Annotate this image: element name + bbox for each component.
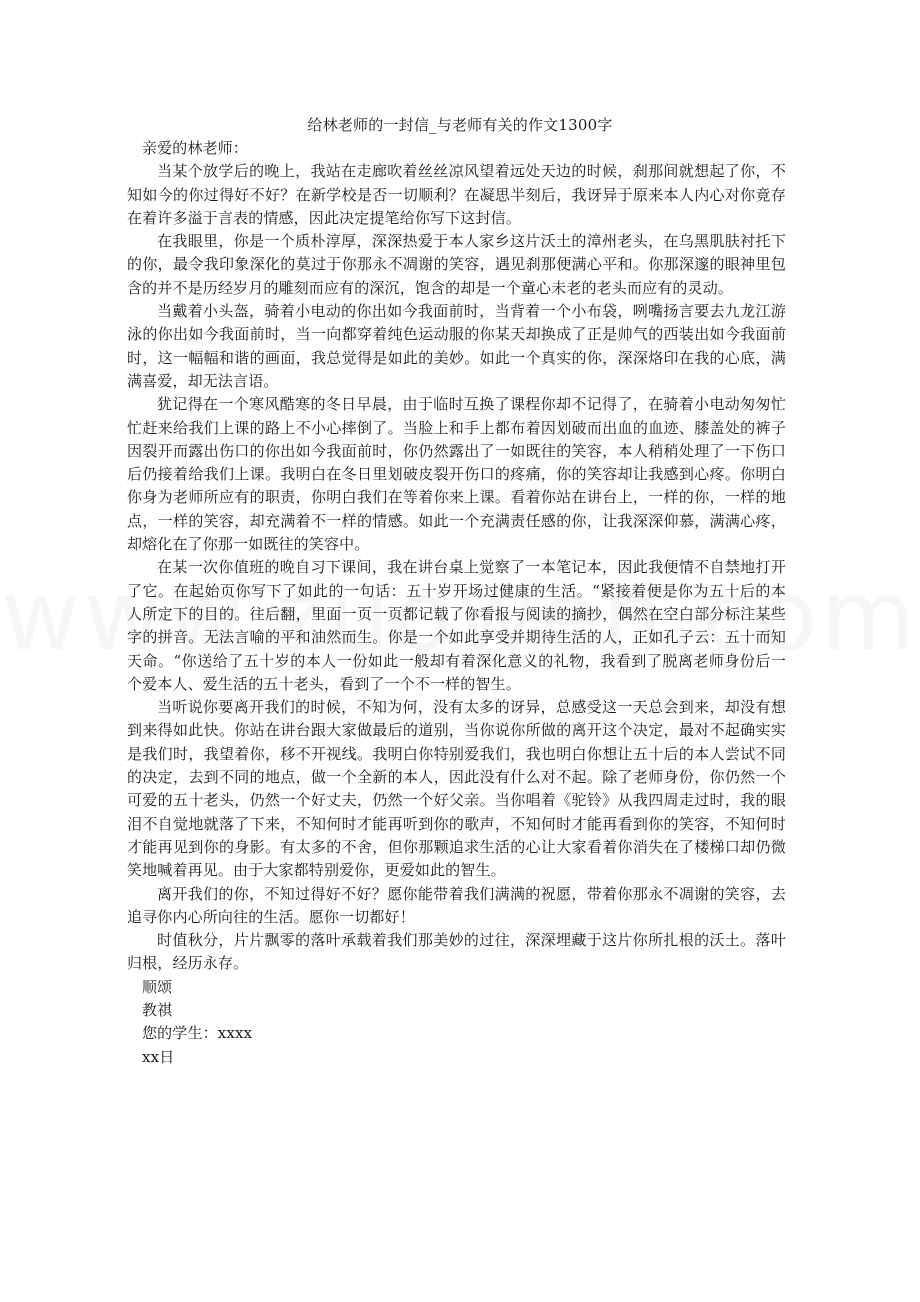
paragraph: 时值秋分，片片飘零的落叶承载着我们那美妙的过往，深深埋藏于这片你所扎根的沃土。落叶归根，经历永存。 bbox=[127, 931, 786, 973]
paragraph: 离开我们的你，不知过得好不好？愿你能带着我们满满的祝愿，带着你那永不凋谢的笑容，去追寻你内心所向往的生活。愿你一切都好！ bbox=[127, 884, 786, 926]
date-line: xx日 bbox=[142, 1047, 175, 1066]
signature-line: 您的学生：xxxx bbox=[142, 1024, 253, 1043]
closing-line: 顺颂 bbox=[142, 977, 173, 996]
paragraph: 当听说你要离开我们的时候，不知为何，没有太多的讶异，总感受这一天总会到来，却没有想到来得如此快。你站在讲台跟大家做最后的道别，当你说你所做的离开这个决定，最对不起确实实是我们时，我望着你，移不开视线。我明白你特别爱我们，我也明白你想让五十后的本人尝试不同的决定，去到不同的地点，做一个全新的本人，因此没有什么对不起。除了老师身份，你仍然一个可爱的五十老头，仍然一个好丈夫，仍然一个好父亲。当你唱着《驼铃》从我四周走过时，我的眼泪不自觉地就落了下来，不知何时才能再听到你的歌声，不知何时才能再看到你的笑容，不知何时才能再见到你的身影。有太多的不舍，但你那颗追求生活的心让大家看着你消失在了楼梯口却仍微笑地喊着再见。由于大家都特别爱你，更爱如此的智生。 bbox=[127, 698, 786, 880]
salutation: 亲爱的林老师： bbox=[142, 139, 249, 157]
letter-body bbox=[127, 137, 786, 1069]
paragraph: 当某个放学后的晚上，我站在走廊吹着丝丝凉风望着远处天边的时候，刹那间就想起了你，不知如今的你过得好不好？在新学校是否一切顺利？在凝思半刻后，我讶异于原来本人内心对你竟存在着许多溢于言表的情感，因此决定提笔给你写下这封信。 bbox=[127, 162, 786, 227]
document-title: 给林老师的一封信_与老师有关的作文1300字 bbox=[307, 116, 613, 134]
paragraph: 犹记得在一个寒风酷寒的冬日早晨，由于临时互换了课程你却不记得了，在骑着小电动匆匆忙忙赶来给我们上课的路上不小心摔倒了。当脸上和手上都布着因划破而出血的血迹、膝盖处的裤子因裂开而露出伤口的你出如今我面前时，你仍然露出了一如既往的笑容，本人稍稍处理了一下伤口后仍接着给我们上课。我明白在冬日里划破皮裂开伤口的疼痛，你的笑容却让我感到心疼。你明白你身为老师所应有的职责，你明白我们在等着你来上课。看着你站在讲台上，一样的你，一样的地点，一样的笑容，却充满着不一样的情感。如此一个充满责任感的你，让我深深仰慕，满满心疼，却熔化在了你那一如既往的笑容中。 bbox=[127, 395, 786, 554]
paragraph: 当戴着小头盔，骑着小电动的你出如今我面前时，当背着一个小布袋，咧嘴扬言要去九龙江游泳的你出如今我面前时，当一向都穿着纯色运动服的你某天却换成了正是帅气的西装出如今我面前时，这一幅幅和谐的画面，我总觉得是如此的美妙。如此一个真实的你，深深烙印在我的心底，满满喜爱，却无法言语。 bbox=[127, 302, 786, 390]
paragraph: 在我眼里，你是一个质朴淳厚，深深热爱于本人家乡这片沃土的漳州老头，在乌黑肌肤衬托下的你，最令我印象深化的莫过于你那永不凋谢的笑容，遇见刹那便满心平和。你那深邃的眼神里包含的并不是历经岁月的雕刻而应有的深沉，饱含的却是一个童心未老的老头而应有的灵动。 bbox=[127, 232, 786, 297]
closing-line: 教祺 bbox=[142, 1000, 173, 1019]
paragraph: 在某一次你值班的晚自习下课间，我在讲台桌上觉察了一本笔记本，因此我便情不自禁地打开了它。在起始页你写下了如此的一句话：五十岁开场过健康的生活。“紧接着便是你为五十后的本人所定下的目的。往后翻，里面一页一页都记载了你看报与阅读的摘抄，偶然在空白部分标注某些字的拼音。无法言喻的平和油然而生。你是一个如此享受并期待生活的人，正如孔子云：五十而知天命。“你送给了五十岁的本人一份如此一般却有着深化意义的礼物，我看到了脱离老师身份后一个爱本人、爱生活的五十老头，看到了一个不一样的智生。 bbox=[127, 558, 786, 693]
